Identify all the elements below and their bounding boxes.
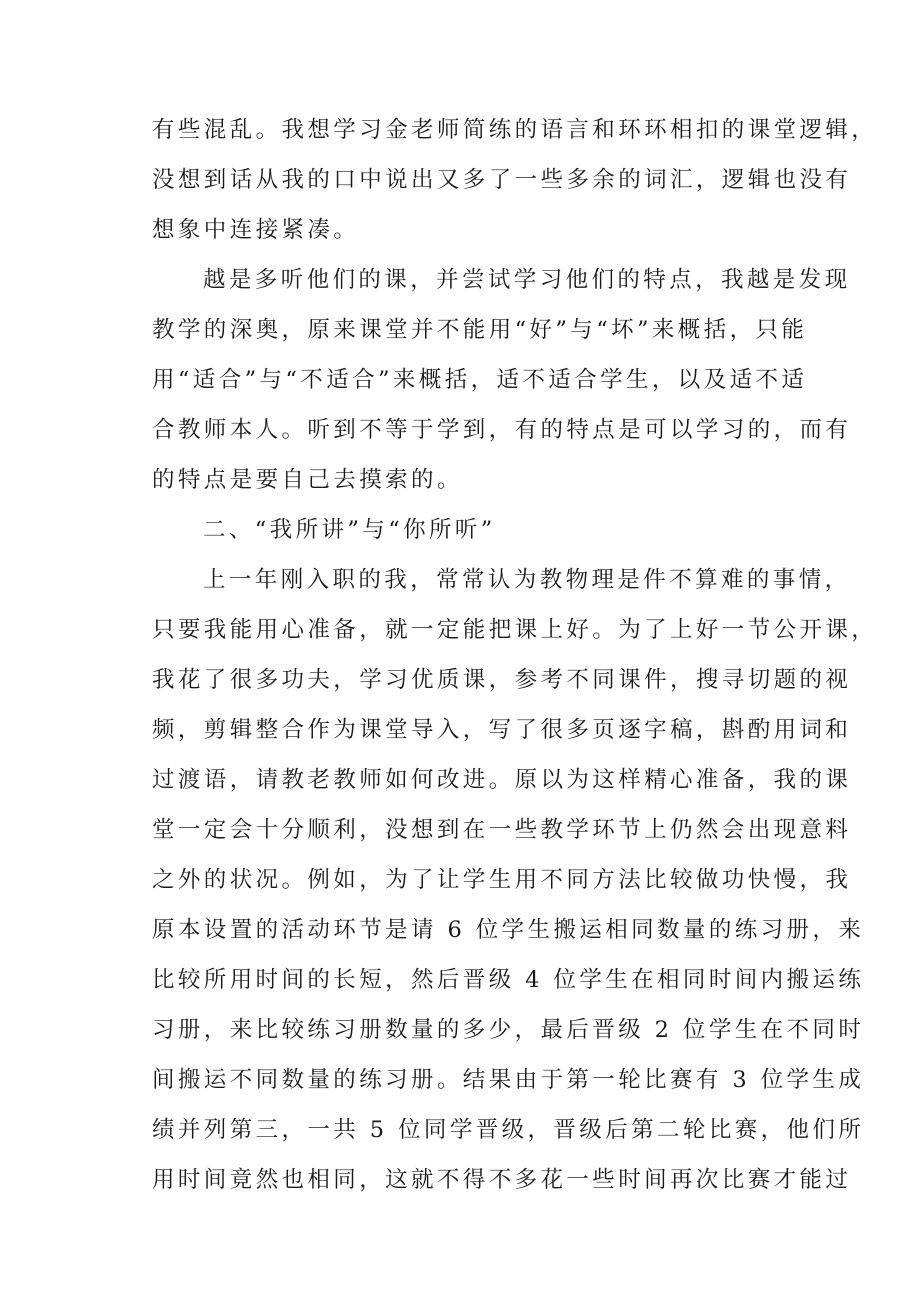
text-line: 频，剪辑整合作为课堂导入，写了很多页逐字稿，斟酌用词和 <box>152 717 852 743</box>
text-line: 习册，来比较练习册数量的多少，最后晋级 2 位学生在不同时 <box>152 1017 865 1043</box>
text-line: 有些混乱。我想学习金老师简练的语言和环环相扣的课堂逻辑， <box>152 117 878 143</box>
text-line: 用“适合”与“不适合”来概括，适不适合学生，以及适不适 <box>152 367 808 393</box>
text-line: 我花了很多功夫，学习优质课，参考不同课件，搜寻切题的视 <box>152 667 852 693</box>
text-line: 之外的状况。例如，为了让学生用不同方法比较做功快慢，我 <box>152 867 852 893</box>
text-line: 想象中连接紧凑。 <box>152 217 360 243</box>
paragraph-start-line: 上一年刚入职的我，常常认为教物理是件不算难的事情， <box>203 567 851 593</box>
text-line: 教学的深奥，原来课堂并不能用“好”与“坏”来概括，只能 <box>152 317 808 343</box>
text-line: 原本设置的活动环节是请 6 位学生搬运相同数量的练习册，来 <box>152 917 865 943</box>
section-heading: 二、“我所讲”与“你所听” <box>203 517 496 543</box>
text-line: 比较所用时间的长短，然后晋级 4 位学生在相同时间内搬运练 <box>152 967 865 993</box>
text-line: 的特点是要自己去摸索的。 <box>152 467 463 493</box>
paragraph-start-line: 越是多听他们的课，并尝试学习他们的特点，我越是发现 <box>203 267 851 293</box>
text-line: 没想到话从我的口中说出又多了一些多余的词汇，逻辑也没有 <box>152 167 852 193</box>
text-line: 间搬运不同数量的练习册。结果由于第一轮比赛有 3 位学生成 <box>152 1067 865 1093</box>
body-text <box>152 105 878 1205</box>
text-line: 用时间竟然也相同，这就不得不多花一些时间再次比赛才能过 <box>152 1167 852 1193</box>
text-line: 绩并列第三，一共 5 位同学晋级，晋级后第二轮比赛，他们所 <box>152 1117 865 1143</box>
text-line: 只要我能用心准备，就一定能把课上好。为了上好一节公开课， <box>152 617 878 643</box>
text-line: 过渡语，请教老教师如何改进。原以为这样精心准备，我的课 <box>152 767 852 793</box>
text-line: 合教师本人。听到不等于学到，有的特点是可以学习的，而有 <box>152 417 852 443</box>
text-line: 堂一定会十分顺利，没想到在一些教学环节上仍然会出现意料 <box>152 817 852 843</box>
